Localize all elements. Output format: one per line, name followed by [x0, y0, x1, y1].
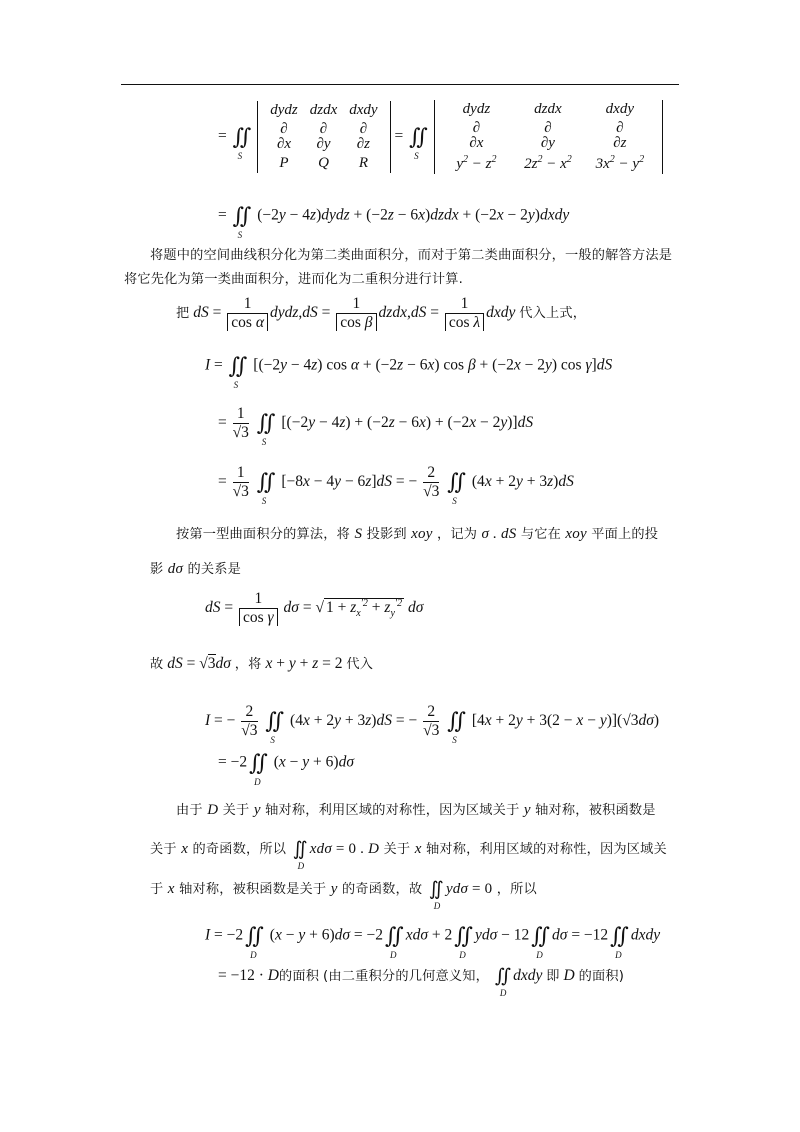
text-note2: 即: [546, 969, 560, 985]
text-p5b: 关于: [222, 803, 250, 818]
text-p3b: 投影到: [366, 527, 407, 542]
paragraph-projection-line1: 按第一型曲面积分的算法，将 S 投影到 xoy ，记为 σ . dS 与它在 xoy 平面上的投: [176, 526, 659, 542]
paragraph-symmetry-line2: 关于 x 的奇函数，所以 ∬ D xdσ = 0 . D 关于 x 轴对称，利用区域的对称性，因为区域关: [150, 839, 667, 871]
header-rule: [121, 84, 679, 85]
text-p7b: 轴对称，被积函数是关于: [179, 881, 327, 897]
text-p3c: ，记为: [436, 527, 478, 542]
equation-determinant: = ∬ S dydz dzdx dxdy ∂ ∂x ∂ ∂y ∂ ∂z P Q R = ∬ S dydz dzdx dxdy ∂ ∂x ∂ ∂y ∂ ∂z $y^2 - z^2$ $2z^2 - x^2$ $3x^2 - y^2$: [218, 100, 663, 174]
equation-final-area: = −12 · D的面积 (由二重积分的几何意义知， ∬ D dxdy 即 D 的面积): [218, 966, 625, 998]
equation-double-integral-D: = −2∬ D (x − y + 6)dσ: [218, 750, 354, 787]
text-p3g: 的关系是: [187, 562, 242, 577]
equation-ds-substitution: 把 dS = $\frac{1}{\text{cos α}}$ dydz,dS = $\frac{1}{\text{cos β}}$ dzdx,dS = $\frac{1}{\text{cos λ}}$ dxdy 代入上式，: [176, 295, 587, 331]
equation-I-substituted: I = − $\frac{2}{√3}$ ∬ S (4x + 2y + 3z)dS = − $\frac{2}{√3}$ ∬ S [4x + 2y + 3(2 − x − y)](√3dσ): [205, 703, 660, 746]
text-note: (由二重积分的几何意义知，: [323, 969, 490, 985]
text-ba: 把: [176, 305, 190, 321]
text-p3d: 与它在: [520, 527, 561, 542]
paragraph-symmetry-line3: 于 x 轴对称，被积函数是关于 y 的奇函数，故 ∬ D ydσ = 0 ，所以: [150, 879, 537, 911]
text-substitute: 代入上式，: [519, 305, 587, 321]
text-note3: 的面积): [578, 969, 625, 985]
text-p3f: 影: [150, 562, 164, 577]
equation-I-simplified: = $\frac{1}{√3}$ ∬ S [−8x − 4y − 6z]dS = − $\frac{2}{√3}$ ∬ S (4x + 2y + 3z)dS: [218, 464, 574, 507]
equation-I-cos: I = ∬ S [(−2y − 4z) cos α + (−2z − 6x) cos β + (−2x − 2y) cos γ]dS: [205, 353, 613, 390]
line-ds-sqrt3: 故 dS = √3dσ ，将 x + y + z = 2 代入: [150, 655, 374, 672]
text-p7a: 于: [150, 881, 164, 897]
paragraph-symmetry-line1: 由于 D 关于 y 轴对称，利用区域的对称性，因为区域关于 y 轴对称，被积函数是: [176, 802, 656, 818]
paragraph-conversion: 将题中的空间曲线积分化为第二类曲面积分，而对于第二类曲面积分，一般的解答方法是将它先化为第一类曲面积分，进而化为二重积分进行计算.: [124, 248, 673, 287]
text-dairu: 代入: [346, 657, 374, 672]
equation-final-expansion: I = −2∬ D (x − y + 6)dσ = −2∬ D xdσ + 2∬ D ydσ − 12∬ D dσ = −12∬ D dxdy: [205, 923, 661, 960]
text-p3e: 平面上的投: [591, 527, 659, 542]
text-p6a: 关于: [150, 841, 177, 857]
paragraph-projection-line2: 影 dσ 的关系是: [150, 561, 242, 577]
text-p3a: 按第一型曲面积分的算法，将: [176, 527, 351, 542]
text-p6b: 的奇函数，所以: [192, 841, 287, 857]
text-jiang: ，将: [234, 657, 262, 672]
text-p6c: 关于: [383, 841, 411, 857]
text-p6d: 轴对称，利用区域的对称性，因为区域关: [425, 841, 667, 857]
equation-surface-integral: = ∬ S (−2y − 4z)dydz + (−2z − 6x)dzdx + (−2x − 2y)dxdy: [218, 203, 570, 240]
text-p5c: 轴对称，利用区域的对称性，因为区域关于: [265, 803, 520, 818]
equation-I-sqrt3: = $\frac{1}{√3}$ ∬ S [(−2y − 4z) + (−2z − 6x) + (−2x − 2y)]dS: [218, 405, 534, 448]
equation-ds-dsigma: dS = $\frac{1}{\text{cos γ}}$ dσ = √ $1 + z_x^{'2} + z_y^{'2}$ dσ: [205, 590, 424, 626]
text-p5a: 由于: [176, 803, 203, 818]
text-mianji: 的面积: [278, 969, 320, 985]
text-p7c: 的奇函数，故: [342, 881, 423, 897]
text-p5d: 轴对称，被积函数是: [535, 803, 656, 818]
text-p7d: ，所以: [496, 881, 537, 897]
text-gu: 故: [150, 657, 164, 672]
